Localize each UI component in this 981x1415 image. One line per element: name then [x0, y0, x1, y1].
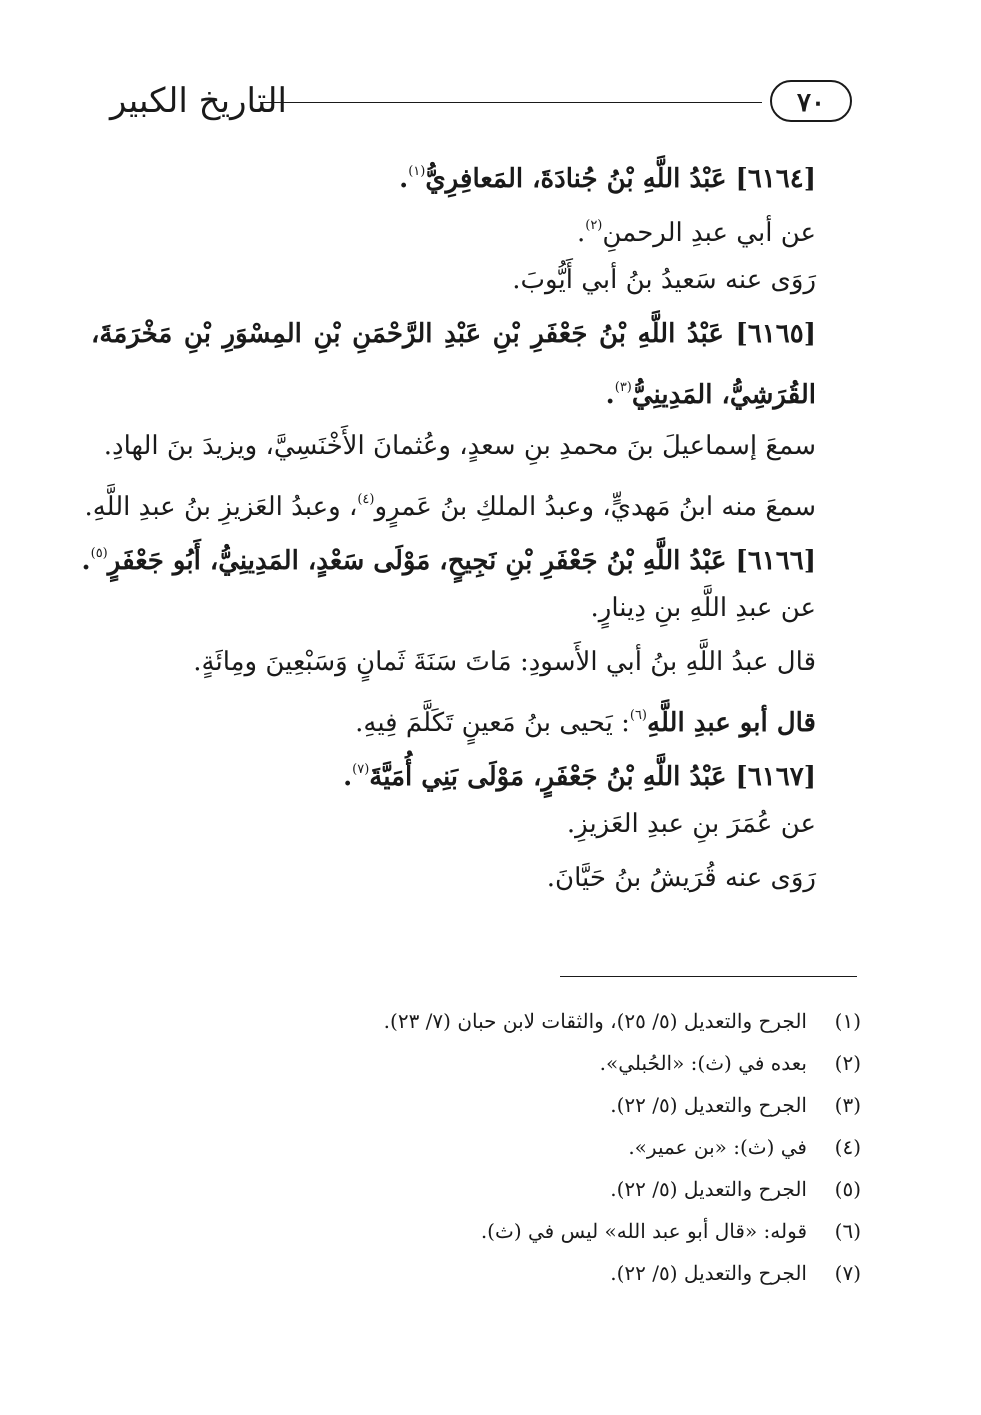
heading-text: [٦١٦٥] عَبْدُ اللَّهِ بْنُ جَعْفَرِ بْنِ عَبْدِ الرَّحْمَنِ بْنِ المِسْوَرِ بْنِ مَخْرَمَةَ، [91, 319, 816, 349]
entry-heading-6164 [126, 145, 816, 199]
footnote-ref: (٣) [614, 380, 632, 395]
narration-line: عن عبدِ اللَّهِ بنِ دِينارٍ. [590, 593, 816, 623]
footnote-separator [560, 976, 857, 977]
heading-text: [٦١٦٦] عَبْدُ اللَّهِ بْنُ جَعْفَرِ بْنِ نَجِيحٍ، مَوْلَى سَعْدٍ، المَدِينِيُّ، أَبُو جَعْفَرٍ [107, 546, 816, 576]
narration-line [126, 199, 816, 253]
footnote-number: (٤) [834, 1135, 861, 1159]
narration-bold: قال أبو عبدِ اللَّهِ [647, 708, 816, 738]
footnote-number: (٢) [834, 1051, 861, 1075]
entry-heading-6166 [81, 527, 816, 581]
page-header [110, 78, 860, 128]
footnote-item [161, 1042, 861, 1084]
heading-end: . [605, 380, 615, 410]
narration-line: رَوَى عنه قُرَيشُ بنُ حَيَّانَ. [546, 863, 816, 893]
narration-text-end: ، وعبدُ العَزيزِ بنُ عبدِ اللَّهِ. [84, 492, 358, 522]
footnote-ref: (٦) [629, 708, 647, 723]
header-rule [260, 102, 762, 103]
footnote-number: (١) [834, 1009, 861, 1033]
footnote-text: في (ث): «بن عمير». [628, 1135, 807, 1159]
footnote-ref: (٤) [357, 492, 375, 507]
footnote-number: (٥) [834, 1177, 861, 1201]
footnote-number: (٣) [834, 1093, 861, 1117]
footnote-text: الجرح والتعديل (٥/ ٢٢). [610, 1177, 807, 1201]
footnote-number: (٦) [834, 1219, 861, 1243]
heading-end: . [399, 164, 409, 194]
footnote-text: الجرح والتعديل (٥/ ٢٢). [610, 1261, 807, 1285]
narration-text-end: : يَحيى بنُ مَعينٍ تَكَلَّمَ فِيهِ. [355, 708, 630, 738]
heading-text: [٦١٦٧] عَبْدُ اللَّهِ بْنُ جَعْفَرٍ، مَوْلَى بَنِي أُمَيَّةَ [369, 762, 816, 792]
narration-line [84, 473, 816, 527]
footnote-item [161, 1126, 861, 1168]
footnote-text: قوله: «قال أبو عبد الله» ليس في (ث). [480, 1219, 807, 1243]
footnote-text: بعده في (ث): «الحُبلي». [599, 1051, 807, 1075]
heading-text: [٦١٦٤] عَبْدُ اللَّهِ بْنُ جُنادَةَ، المَعافِرِيُّ [425, 164, 816, 194]
footnotes [161, 1000, 861, 1294]
footnote-item [161, 1084, 861, 1126]
footnote-ref: (٥) [90, 546, 108, 561]
footnote-item [161, 1000, 861, 1042]
entry-heading-6167 [126, 743, 816, 797]
footnote-text: الجرح والتعديل (٥/ ٢٢). [610, 1093, 807, 1117]
main-text [81, 145, 816, 905]
narration-line: عن عُمَرَ بنِ عبدِ العَزيزِ. [566, 809, 816, 839]
narration-line: سمعَ إسماعيلَ بنَ محمدِ بنِ سعدٍ، وعُثمانَ الأَخْنَسِيَّ، ويزيدَ بنَ الهادِ. [103, 431, 816, 461]
narration-line [126, 689, 816, 743]
narration-line: قال عبدُ اللَّهِ بنُ أبي الأَسودِ: مَاتَ سَنَةَ ثَمانٍ وَسَبْعِينَ ومِائَةٍ. [193, 647, 816, 677]
heading-text-cont: القُرَشِيُّ، المَدِينِيُّ [631, 380, 816, 410]
heading-end: . [81, 546, 91, 576]
narration-end: . [576, 218, 586, 248]
narration-text: عن أبي عبدِ الرحمنِ [602, 218, 816, 248]
entry-heading-6165-cont [126, 361, 816, 415]
footnote-item [161, 1210, 861, 1252]
entry-heading-6165 [91, 307, 816, 361]
footnote-item [161, 1252, 861, 1294]
footnote-ref: (٧) [352, 762, 370, 777]
book-title: التاريخ الكبير [110, 81, 287, 121]
narration-line: رَوَى عنه سَعيدُ بنُ أبي أَيُّوبَ. [512, 265, 816, 295]
footnote-ref: (١) [408, 164, 426, 179]
footnote-text: الجرح والتعديل (٥/ ٢٥)، والثقات لابن حبان (٧/ ٢٣). [383, 1009, 807, 1033]
footnote-item [161, 1168, 861, 1210]
footnote-ref: (٢) [585, 218, 603, 233]
page-number: ٧٠ [770, 80, 852, 122]
heading-end: . [343, 762, 353, 792]
footnote-number: (٧) [834, 1261, 861, 1285]
narration-text: سمعَ منه ابنُ مَهديٍّ، وعبدُ الملكِ بنُ عَمرٍو [374, 492, 816, 522]
